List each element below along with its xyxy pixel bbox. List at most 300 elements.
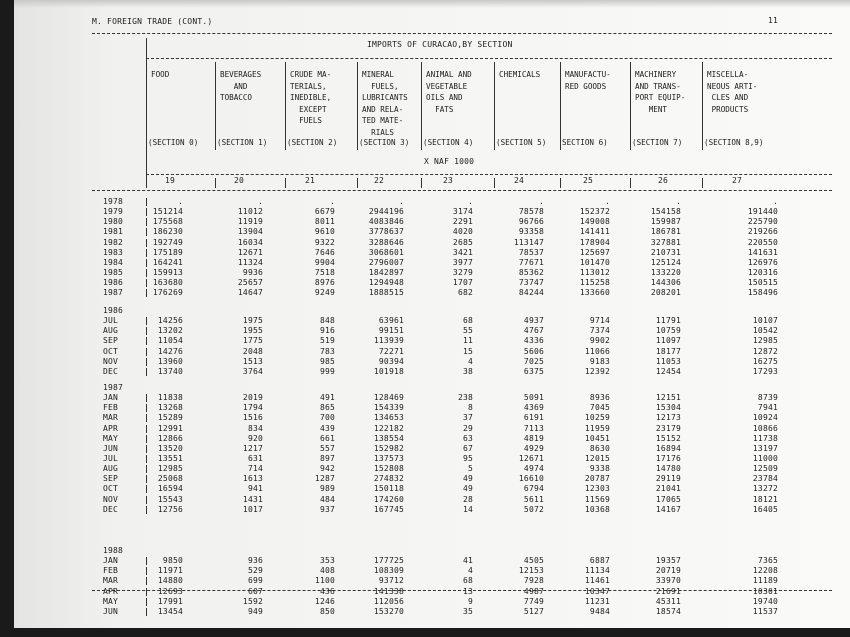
page-number: 11: [768, 16, 779, 25]
table-cell: 11919: [237, 217, 263, 226]
table-cell: .: [675, 197, 681, 206]
column-number: 22: [374, 176, 385, 185]
table-cell: 18177: [655, 347, 681, 356]
table-row: [0, 367, 850, 377]
table-cell: 631: [247, 454, 263, 463]
table-cell: 10542: [752, 326, 778, 335]
row-label: JUN: [103, 607, 119, 616]
table-cell: 2796007: [368, 258, 404, 267]
column-separator: [285, 178, 286, 188]
table-cell: 8011: [314, 217, 335, 226]
table-cell: 13551: [157, 454, 183, 463]
table-cell: 96766: [518, 217, 544, 226]
table-cell: 12991: [157, 424, 183, 433]
table-cell: 1217: [242, 444, 263, 453]
table-cell: 12392: [584, 367, 610, 376]
table-cell: 519: [319, 336, 335, 345]
group-heading: 1986: [103, 306, 124, 315]
table-cell: 3421: [452, 248, 473, 257]
table-cell: 1246: [314, 597, 335, 606]
table-cell: 12509: [752, 464, 778, 473]
table-cell: 134653: [373, 413, 404, 422]
table-cell: 897: [319, 454, 335, 463]
table-cell: .: [538, 197, 544, 206]
table-cell: 133220: [650, 268, 681, 277]
row-label: NOV: [103, 357, 119, 366]
table-cell: 16405: [752, 505, 778, 514]
table-cell: 159987: [650, 217, 681, 226]
table-row: [0, 597, 850, 607]
table-cell: 12454: [655, 367, 681, 376]
table-cell: 5606: [523, 347, 544, 356]
table-cell: 13960: [157, 357, 183, 366]
column-separator: [702, 62, 703, 150]
table-cell: 3279: [452, 268, 473, 277]
table-cell: 1100: [314, 576, 335, 585]
table-cell: 120316: [747, 268, 778, 277]
table-cell: 137573: [373, 454, 404, 463]
row-label: 1981: [103, 227, 124, 236]
table-cell: 1707: [452, 278, 473, 287]
table-cell: 4987: [523, 587, 544, 596]
table-row: [0, 238, 850, 248]
column-separator: [357, 62, 358, 150]
table-cell: 93358: [518, 227, 544, 236]
row-label: MAY: [103, 597, 119, 606]
table-cell: 13904: [237, 227, 263, 236]
table-cell: 13202: [157, 326, 183, 335]
table-row: [0, 217, 850, 227]
column-separator: [630, 178, 631, 188]
row-label: MAY: [103, 434, 119, 443]
table-cell: 848: [319, 316, 335, 325]
table-cell: 15289: [157, 413, 183, 422]
column-label: CHEMICALS: [499, 70, 541, 79]
table-cell: 17065: [655, 495, 681, 504]
table-cell: 17176: [655, 454, 681, 463]
table-cell: 108309: [373, 566, 404, 575]
table-cell: 4: [467, 566, 473, 575]
table-cell: 11097: [655, 336, 681, 345]
table-cell: 19357: [655, 556, 681, 565]
table-row: [0, 505, 850, 515]
row-label: 1986: [103, 278, 124, 287]
table-cell: 3778637: [368, 227, 404, 236]
table-row: [0, 576, 850, 586]
table-cell: 33970: [655, 576, 681, 585]
table-title: IMPORTS OF CURACAO,BY SECTION: [367, 40, 513, 49]
table-cell: 15152: [655, 434, 681, 443]
table-cell: 11324: [237, 258, 263, 267]
table-cell: 93712: [378, 576, 404, 585]
row-label: APR: [103, 587, 119, 596]
table-cell: 10347: [584, 587, 610, 596]
table-cell: 158496: [747, 288, 778, 297]
column-separator: [560, 62, 561, 150]
table-row: [0, 495, 850, 505]
table-cell: 178904: [579, 238, 610, 247]
column-number-divider: [92, 190, 832, 191]
table-cell: 661: [319, 434, 335, 443]
table-cell: .: [329, 197, 335, 206]
row-label: AUG: [103, 464, 119, 473]
table-row: [0, 484, 850, 494]
column-separator: [702, 178, 703, 188]
table-cell: 12151: [655, 393, 681, 402]
table-cell: 865: [319, 403, 335, 412]
table-cell: 13: [462, 587, 473, 596]
table-cell: 9936: [242, 268, 263, 277]
table-cell: 10301: [752, 587, 778, 596]
table-cell: 4819: [523, 434, 544, 443]
table-cell: 941: [247, 484, 263, 493]
row-label: DEC: [103, 367, 119, 376]
table-cell: 7518: [314, 268, 335, 277]
table-cell: 4767: [523, 326, 544, 335]
table-cell: 9904: [314, 258, 335, 267]
table-cell: 9322: [314, 238, 335, 247]
table-cell: 607: [247, 587, 263, 596]
table-cell: 115258: [579, 278, 610, 287]
table-cell: 3174: [452, 207, 473, 216]
table-cell: 274832: [373, 474, 404, 483]
table-cell: 20787: [584, 474, 610, 483]
table-cell: 2019: [242, 393, 263, 402]
table-cell: 5127: [523, 607, 544, 616]
unit-divider: [146, 174, 832, 175]
table-cell: 7928: [523, 576, 544, 585]
table-cell: 141631: [747, 248, 778, 257]
table-row: [0, 474, 850, 484]
table-cell: 15543: [157, 495, 183, 504]
table-cell: 11569: [584, 495, 610, 504]
column-separator: [494, 62, 495, 150]
table-cell: 14780: [655, 464, 681, 473]
table-cell: 11134: [584, 566, 610, 575]
column-section: (SECTION 2): [287, 138, 338, 147]
table-cell: 2048: [242, 347, 263, 356]
table-row: [0, 444, 850, 454]
table-cell: 6191: [523, 413, 544, 422]
table-cell: 177725: [373, 556, 404, 565]
table-row: [0, 248, 850, 258]
table-cell: 3977: [452, 258, 473, 267]
table-cell: 152372: [579, 207, 610, 216]
table-cell: 327881: [650, 238, 681, 247]
table-cell: 144306: [650, 278, 681, 287]
table-row: [0, 556, 850, 566]
table-cell: 153270: [373, 607, 404, 616]
row-label: 1980: [103, 217, 124, 226]
table-cell: 18574: [655, 607, 681, 616]
table-cell: 63: [462, 434, 473, 443]
table-row: [0, 207, 850, 217]
table-cell: 1287: [314, 474, 335, 483]
table-cell: 1955: [242, 326, 263, 335]
row-label: NOV: [103, 495, 119, 504]
table-cell: 11053: [655, 357, 681, 366]
table-cell: 72271: [378, 347, 404, 356]
table-cell: 7646: [314, 248, 335, 257]
table-cell: 220550: [747, 238, 778, 247]
table-cell: 7025: [523, 357, 544, 366]
table-cell: 529: [247, 566, 263, 575]
column-separator: [421, 178, 422, 188]
scan-shadow: [14, 0, 850, 8]
table-cell: 1431: [242, 495, 263, 504]
table-cell: 219266: [747, 227, 778, 236]
table-cell: 10866: [752, 424, 778, 433]
table-cell: 989: [319, 484, 335, 493]
table-cell: 9484: [589, 607, 610, 616]
table-cell: 9902: [589, 336, 610, 345]
table-cell: 9338: [589, 464, 610, 473]
table-row: [0, 197, 850, 207]
table-cell: 936: [247, 556, 263, 565]
table-cell: 714: [247, 464, 263, 473]
table-cell: 8976: [314, 278, 335, 287]
row-label: AUG: [103, 326, 119, 335]
table-cell: 557: [319, 444, 335, 453]
table-cell: 700: [319, 413, 335, 422]
table-row: [0, 566, 850, 576]
table-row: [0, 316, 850, 326]
column-separator: [494, 178, 495, 188]
table-cell: 4336: [523, 336, 544, 345]
table-cell: 5: [467, 464, 473, 473]
table-cell: 78578: [518, 207, 544, 216]
column-separator: [630, 62, 631, 150]
row-label: JUN: [103, 444, 119, 453]
table-cell: 49: [462, 484, 473, 493]
table-cell: 25068: [157, 474, 183, 483]
table-cell: 2944196: [368, 207, 404, 216]
table-cell: 12756: [157, 505, 183, 514]
table-row: [0, 288, 850, 298]
table-cell: 35: [462, 607, 473, 616]
table-cell: 152982: [373, 444, 404, 453]
column-section: (SECTION 8,9): [704, 138, 764, 147]
table-cell: 1516: [242, 413, 263, 422]
table-cell: 11738: [752, 434, 778, 443]
section-title: M. FOREIGN TRADE (CONT.): [92, 17, 213, 26]
column-section: (SECTION 1): [217, 138, 268, 147]
column-number: 27: [732, 176, 743, 185]
table-row: [0, 357, 850, 367]
table-cell: 14256: [157, 316, 183, 325]
table-cell: 16594: [157, 484, 183, 493]
table-cell: 11054: [157, 336, 183, 345]
table-cell: 12208: [752, 566, 778, 575]
group-heading: 1987: [103, 383, 124, 392]
table-cell: 16275: [752, 357, 778, 366]
table-cell: 186781: [650, 227, 681, 236]
table-cell: 10107: [752, 316, 778, 325]
table-cell: 439: [319, 424, 335, 433]
table-row: [0, 454, 850, 464]
column-separator: [215, 62, 216, 150]
table-cell: 699: [247, 576, 263, 585]
table-cell: 491: [319, 393, 335, 402]
table-cell: 149008: [579, 217, 610, 226]
table-cell: 12671: [237, 248, 263, 257]
table-cell: 3288646: [368, 238, 404, 247]
table-cell: 4083846: [368, 217, 404, 226]
table-row: [0, 393, 850, 403]
table-cell: 17293: [752, 367, 778, 376]
table-cell: 238: [457, 393, 473, 402]
table-cell: 113012: [579, 268, 610, 277]
table-cell: 113939: [373, 336, 404, 345]
table-cell: 99151: [378, 326, 404, 335]
table-cell: 176269: [152, 288, 183, 297]
table-cell: 8936: [589, 393, 610, 402]
column-section: (SECTION 5): [496, 138, 547, 147]
table-cell: 5072: [523, 505, 544, 514]
table-cell: 12872: [752, 347, 778, 356]
column-section: (SECTION 4): [423, 138, 474, 147]
table-cell: 13272: [752, 484, 778, 493]
table-cell: 11189: [752, 576, 778, 585]
table-cell: 3764: [242, 367, 263, 376]
table-cell: 11971: [157, 566, 183, 575]
table-cell: 408: [319, 566, 335, 575]
table-cell: 14: [462, 505, 473, 514]
table-cell: 16610: [518, 474, 544, 483]
table-cell: 163680: [152, 278, 183, 287]
table-cell: 9714: [589, 316, 610, 325]
column-separator: [285, 62, 286, 150]
table-cell: 5091: [523, 393, 544, 402]
table-cell: 55: [462, 326, 473, 335]
row-label: JUL: [103, 316, 119, 325]
table-row: [0, 326, 850, 336]
table-cell: 484: [319, 495, 335, 504]
table-cell: 23179: [655, 424, 681, 433]
table-cell: 4369: [523, 403, 544, 412]
row-label: OCT: [103, 347, 119, 356]
table-cell: 14880: [157, 576, 183, 585]
table-row: [0, 336, 850, 346]
table-cell: 4974: [523, 464, 544, 473]
table-cell: 10924: [752, 413, 778, 422]
table-cell: 25657: [237, 278, 263, 287]
table-cell: 7941: [757, 403, 778, 412]
table-cell: 29119: [655, 474, 681, 483]
table-cell: 13268: [157, 403, 183, 412]
table-cell: .: [177, 197, 183, 206]
table-cell: 151214: [152, 207, 183, 216]
table-cell: 353: [319, 556, 335, 565]
table-row: [0, 347, 850, 357]
table-row: [0, 268, 850, 278]
column-number: 25: [583, 176, 594, 185]
table-cell: 949: [247, 607, 263, 616]
column-label: MACHINERY AND TRANS- PORT EQUIP- MENT: [635, 70, 686, 114]
table-cell: 850: [319, 607, 335, 616]
table-cell: 8: [467, 403, 473, 412]
table-cell: 11791: [655, 316, 681, 325]
table-cell: 7749: [523, 597, 544, 606]
table-row: [0, 587, 850, 597]
table-cell: 17991: [157, 597, 183, 606]
row-label: JUL: [103, 454, 119, 463]
header-divider: [92, 33, 832, 34]
column-number: 21: [305, 176, 316, 185]
column-label: CRUDE MA- TERIALS, INEDIBLE, EXCEPT FUELS: [290, 70, 332, 125]
table-cell: 9850: [162, 556, 183, 565]
table-cell: 122182: [373, 424, 404, 433]
row-label: OCT: [103, 484, 119, 493]
column-section: (SECTION 0): [148, 138, 199, 147]
table-cell: 15304: [655, 403, 681, 412]
row-label: 1978: [103, 197, 124, 206]
table-cell: 18121: [752, 495, 778, 504]
table-cell: 13197: [752, 444, 778, 453]
table-cell: 191440: [747, 207, 778, 216]
table-cell: 20719: [655, 566, 681, 575]
table-cell: 3068601: [368, 248, 404, 257]
row-label: JAN: [103, 556, 119, 565]
table-cell: 1775: [242, 336, 263, 345]
table-cell: 6794: [523, 484, 544, 493]
table-cell: 11: [462, 336, 473, 345]
table-cell: 154339: [373, 403, 404, 412]
table-cell: 7113: [523, 424, 544, 433]
table-cell: 4: [467, 357, 473, 366]
table-cell: 11959: [584, 424, 610, 433]
table-cell: 138554: [373, 434, 404, 443]
table-cell: 8630: [589, 444, 610, 453]
column-section: (SECTION 7): [632, 138, 683, 147]
column-label: MANUFACTU- RED GOODS: [565, 70, 611, 91]
table-cell: 942: [319, 464, 335, 473]
table-cell: 159913: [152, 268, 183, 277]
table-cell: 13740: [157, 367, 183, 376]
table-cell: 21691: [655, 587, 681, 596]
table-cell: 6679: [314, 207, 335, 216]
table-cell: 1017: [242, 505, 263, 514]
table-cell: 73747: [518, 278, 544, 287]
table-cell: .: [772, 197, 778, 206]
column-separator: [357, 178, 358, 188]
table-cell: 78537: [518, 248, 544, 257]
table-cell: 937: [319, 505, 335, 514]
table-cell: 95: [462, 454, 473, 463]
table-cell: 9183: [589, 357, 610, 366]
table-cell: 6375: [523, 367, 544, 376]
column-number: 23: [443, 176, 454, 185]
column-label: FOOD: [151, 70, 170, 79]
column-label: MINERAL FUELS, LUBRICANTS AND RELA- TED MATE- RIALS: [362, 70, 408, 137]
row-label: JAN: [103, 393, 119, 402]
table-cell: 101918: [373, 367, 404, 376]
table-row: [0, 434, 850, 444]
table-cell: 12693: [157, 587, 183, 596]
column-separator: [215, 178, 216, 188]
title-divider: [146, 58, 832, 59]
row-label: 1985: [103, 268, 124, 277]
column-number: 20: [234, 176, 245, 185]
table-cell: 128469: [373, 393, 404, 402]
table-cell: 10368: [584, 505, 610, 514]
column-number: 24: [514, 176, 525, 185]
table-cell: 45311: [655, 597, 681, 606]
row-label: SEP: [103, 336, 119, 345]
table-cell: 985: [319, 357, 335, 366]
table-cell: 16894: [655, 444, 681, 453]
row-label: MAR: [103, 576, 119, 585]
